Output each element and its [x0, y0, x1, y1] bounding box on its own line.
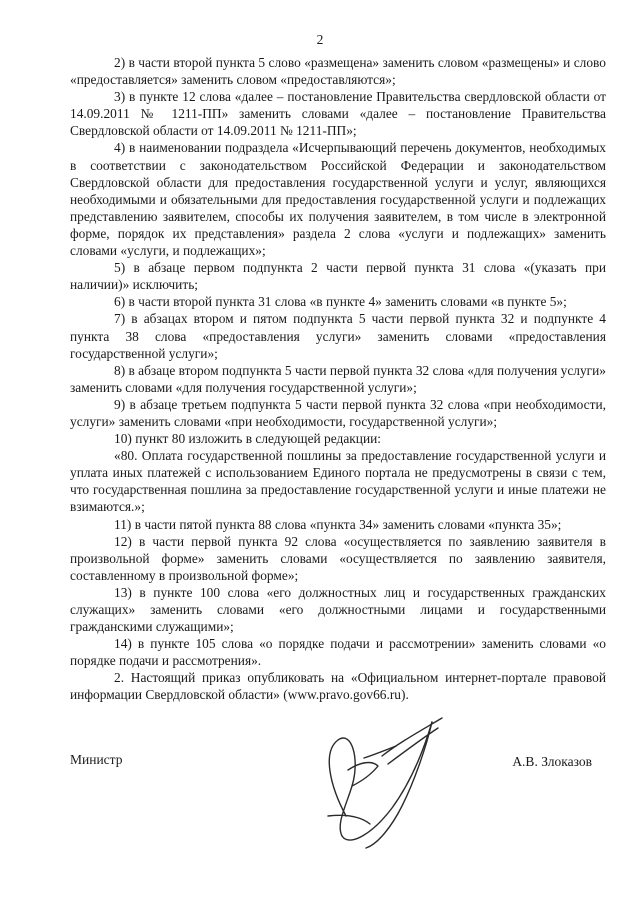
- paragraph-item-4: 4) в наименовании подраздела «Исчерпывающий перечень документов, необходимых в соответствии с законодательством Российской Федерации и законодательством Свердловской области для предоставления государственной услуги и услуг, являющихся необходимыми и обязательными для предоставления государственной услуги и подлежащих представлению заявителем, способы их получения заявителем, в том числе в электронной форме, порядок их представления» раздела 2 слова «услуги и подлежащих» заменить словами «услуги, и подлежащих»;: [70, 140, 606, 259]
- paragraph-item-13: 13) в пункте 100 слова «его должностных лиц и государственных гражданских служащих» заменить словами «его должностными лицами и государственными гражданскими служащими»;: [70, 584, 606, 635]
- paragraph-item-6: 6) в части второй пункта 31 слова «в пункте 4» заменить словами «в пункте 5»;: [114, 294, 567, 310]
- position-title: Министр: [70, 752, 123, 767]
- paragraph-item-11: 11) в части пятой пункта 88 слова «пункта 34» заменить словами «пункта 35»;: [114, 516, 562, 532]
- document-body: [70, 54, 606, 704]
- paragraph-item-14: 14) в пункте 105 слова «о порядке подачи и рассмотрении» заменить словами «о порядке подачи и рассмотрения».: [70, 636, 606, 669]
- paragraph-publication-clause: 2. Настоящий приказ опубликовать на «Официальном интернет-портале правовой информации Свердловской области» (www.pravo.gov66.ru).: [70, 670, 606, 703]
- handwritten-signature: [308, 712, 448, 862]
- paragraph-item-3: 3) в пункте 12 слова «далее – постановление Правительства свердловской области от 14.09.2011 № 1211-ПП» заменить словами «далее – постановление Правительства Свердловской области от 14.09.2011 № 1211-ПП»;: [70, 89, 606, 139]
- paragraph-item-9: 9) в абзаце третьем подпункта 5 части первой пункта 32 слова «при необходимости, услуги» заменить словами «при необходимости, государственной услуги»;: [70, 396, 606, 429]
- paragraph-item-8: 8) в абзаце втором подпункта 5 части первой пункта 32 слова «для получения услуги» заменить словами «для получения государственной услуги»;: [70, 362, 606, 395]
- paragraph-item-10: 10) пункт 80 изложить в следующей редакции:: [114, 431, 382, 447]
- paragraph-item-2: 2) в части второй пункта 5 слово «размещена» заменить словом «размещены» и слово «предоставляется» заменить словом «предоставляются»;: [70, 55, 606, 88]
- paragraph-quoted-point-80: «80. Оплата государственной пошлины за предоставление государственной услуги и уплата иных платежей с использованием Единого портала не предусмотрены в связи с тем, что государственная пошлина за предоставление государственной услуги и иные платежи не взимаются.»;: [70, 448, 606, 515]
- signatory-name: А.В. Злоказов: [512, 754, 592, 769]
- paragraph-item-7: 7) в абзацах втором и пятом подпункта 5 части первой пункта 32 и подпункте 4 пункта 38 слова «предоставления услуги» заменить словами «предоставления государственной услуги»;: [70, 311, 606, 361]
- page-number: 2: [316, 32, 324, 47]
- paragraph-item-5: 5) в абзаце первом подпункта 2 части первой пункта 31 слова «(указать при наличии)» исключить;: [70, 260, 606, 293]
- paragraph-item-12: 12) в части первой пункта 92 слова «осуществляется по заявлению заявителя в произвольной форме» заменить словами «осуществляется по заявлению заявителя, составленному в произвольной форме»;: [70, 533, 606, 583]
- signature-block: [70, 750, 606, 870]
